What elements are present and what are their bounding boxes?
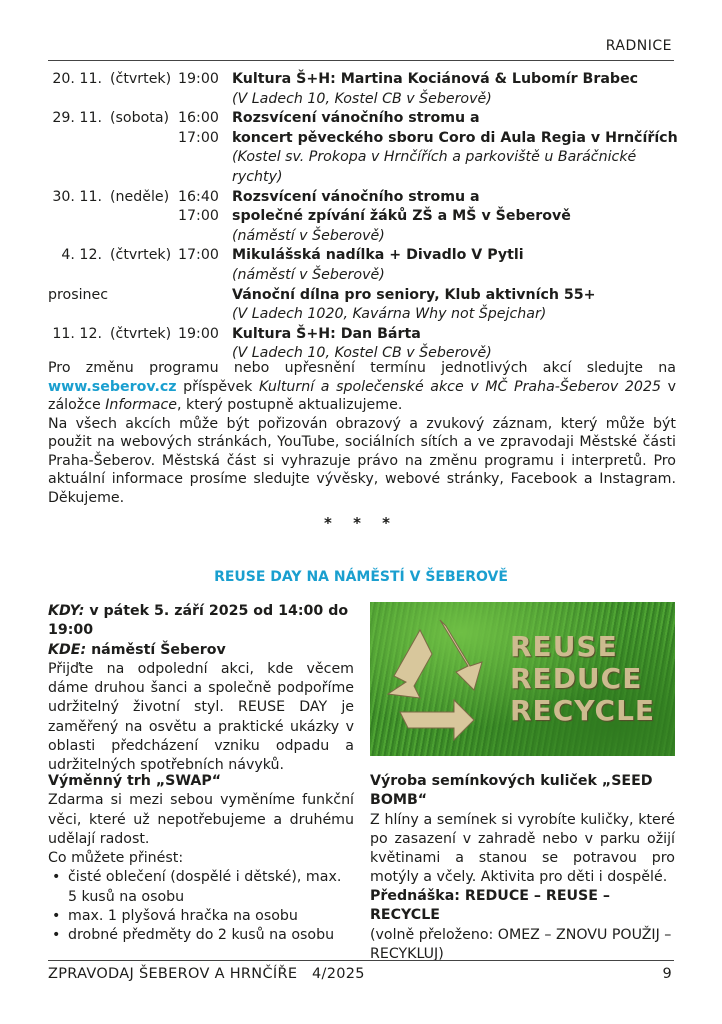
footer-divider	[48, 960, 674, 961]
event-time: 17:00	[178, 247, 219, 264]
where-label: KDE:	[48, 641, 87, 658]
event-time: 16:40	[178, 188, 219, 205]
bring-list	[48, 868, 354, 945]
lecture-section	[370, 887, 675, 964]
list-item: • čisté oblečení (dospělé i dětské), max. 5 kusů na osobu	[48, 868, 354, 907]
event-title: společné zpívání žáků ZŠ a MŠ v Šeberově	[232, 208, 571, 225]
lecture-title: Přednáška: REDUCE – REUSE – RECYCLE	[370, 888, 610, 924]
event-venue: (náměstí v Šeberově)	[232, 266, 385, 283]
event-row	[48, 70, 678, 109]
image-word: RECYCLE	[510, 694, 656, 727]
event-day: (neděle)	[110, 188, 170, 205]
event-time: 17:00	[178, 129, 219, 146]
event-venue: (V Ladech 10, Kostel CB v Šeberově)	[232, 345, 492, 362]
event-date: prosinec	[48, 286, 109, 303]
seed-bomb-section	[370, 772, 675, 888]
event-day: (čtvrtek)	[110, 71, 172, 87]
event-venue: (V Ladech 1020, Kavárna Why not Špejchar)	[232, 306, 547, 323]
section-label: RADNICE	[605, 38, 672, 54]
event-info	[48, 602, 354, 776]
notice-text: , který postupně aktualizujeme.	[176, 397, 403, 413]
swap-title: Výměnný trh „SWAP“	[48, 773, 222, 789]
program-notice	[48, 359, 676, 507]
event-title: Mikulášská nadílka + Divadlo V Pytli	[232, 247, 524, 264]
notice-tab-name: Informace	[105, 397, 177, 413]
event-title: koncert pěveckého sboru Coro di Aula Regia v Hrnčířích	[232, 129, 678, 146]
image-word: REUSE	[510, 630, 618, 663]
event-where	[48, 641, 354, 660]
event-time: 19:00	[178, 71, 219, 87]
event-when	[48, 602, 354, 641]
event-date: 11. 12.	[52, 325, 102, 342]
swap-text: Zdarma si mezi sebou vyměníme funkční věci, které už nepotřebujeme a druhému udělají radost.	[48, 792, 354, 847]
section-heading: REUSE DAY NA NÁMĚSTÍ V ŠEBEROVĚ	[214, 569, 508, 585]
event-intro: Přijďte na odpolední akci, kde věcem dáme druhou šanci a společně podpoříme udržitelný životní styl. REUSE DAY je zaměřený na osvětu a praktické ukázky v oblasti předcházení vzniku odpadu a udržitelných spotřebních návyků.	[48, 660, 354, 774]
event-title: Kultura Š+H: Dan Bárta	[232, 325, 421, 342]
list-item: • drobné předměty do 2 kusů na osobu	[48, 926, 354, 945]
when-value: v pátek 5. září 2025 od 14:00 do 19:00	[48, 603, 349, 639]
notice-text: příspěvek	[176, 378, 259, 395]
event-row	[48, 109, 678, 187]
seed-text: Z hlíny a semínek si vyrobíte kuličky, které po zasazení v zahradě nebo v parku ožijí květinami a stanou se potravou pro motýly a včely. Aktivita pro děti i dospělé.	[370, 811, 675, 886]
event-day: (čtvrtek)	[110, 247, 172, 264]
event-venue: (náměstí v Šeberově)	[232, 227, 385, 244]
issue-number: 4/2025	[312, 966, 365, 982]
website-link[interactable]: www.seberov.cz	[48, 378, 177, 395]
lecture-text: (volně přeloženo: OMEZ – ZNOVU POUŽIJ – RECYKLUJ)	[370, 926, 672, 962]
when-label: KDY:	[48, 603, 85, 619]
header-divider	[48, 60, 674, 61]
event-time: 19:00	[178, 325, 219, 342]
event-date: 20. 11.	[52, 71, 102, 87]
list-item: • max. 1 plyšová hračka na osobu	[48, 907, 354, 926]
where-value: náměstí Šeberov	[86, 641, 226, 658]
reuse-reduce-recycle-image	[370, 602, 675, 756]
notice-article-title: Kulturní a společenské akce v MČ Praha-Šeberov 2025	[259, 378, 662, 395]
event-title: Kultura Š+H: Martina Kociánová & Lubomír Brabec	[232, 71, 639, 87]
swap-section	[48, 772, 354, 946]
event-schedule	[48, 70, 678, 364]
notice-text: Pro změnu programu nebo upřesnění termínu jednotlivých akcí sledujte na	[48, 360, 676, 376]
publication-title: ZPRAVODAJ ŠEBEROV A HRNČÍŘE	[48, 966, 298, 982]
event-title: Rozsvícení vánočního stromu a	[232, 110, 480, 127]
event-title: Rozsvícení vánočního stromu a	[232, 188, 480, 205]
event-time: 16:00	[178, 110, 219, 127]
event-title: Vánoční dílna pro seniory, Klub aktivních 55+	[232, 286, 596, 303]
notice-text: v záložce	[48, 378, 677, 413]
event-row	[48, 188, 678, 247]
seed-title: Výroba semínkových kuliček „SEED BOMB“	[370, 773, 653, 809]
event-row	[48, 286, 678, 325]
event-date: 29. 11.	[52, 110, 102, 127]
event-row	[48, 246, 678, 285]
event-day: (čtvrtek)	[110, 325, 172, 342]
event-venue: (V Ladech 10, Kostel CB v Šeberově)	[232, 90, 492, 107]
bring-label: Co můžete přinést:	[48, 850, 184, 867]
image-word: REDUCE	[510, 662, 643, 695]
event-date: 30. 11.	[52, 188, 102, 205]
event-day: (sobota)	[110, 110, 170, 127]
event-venue: (Kostel sv. Prokopa v Hrnčířích a parkoviště u Baráčnické rychty)	[232, 149, 637, 185]
section-divider: * * *	[324, 514, 398, 532]
event-date: 4. 12.	[61, 247, 102, 264]
page-number: 9	[662, 966, 672, 982]
event-time: 17:00	[178, 208, 219, 225]
notice-paragraph	[48, 359, 676, 415]
recording-notice: Na všech akcích může být pořizován obrazový a zvukový záznam, který může být použit na webových stránkách, YouTube, sociálních sítích a ve zpravodaji Městské části Praha-Šeberov. Městská část si vyhrazuje právo na změnu programu i interpretů. Pro aktuální informace prosíme sledujte vývěsky, webové stránky, Facebook a Instagram. Děkujeme.	[48, 415, 676, 506]
